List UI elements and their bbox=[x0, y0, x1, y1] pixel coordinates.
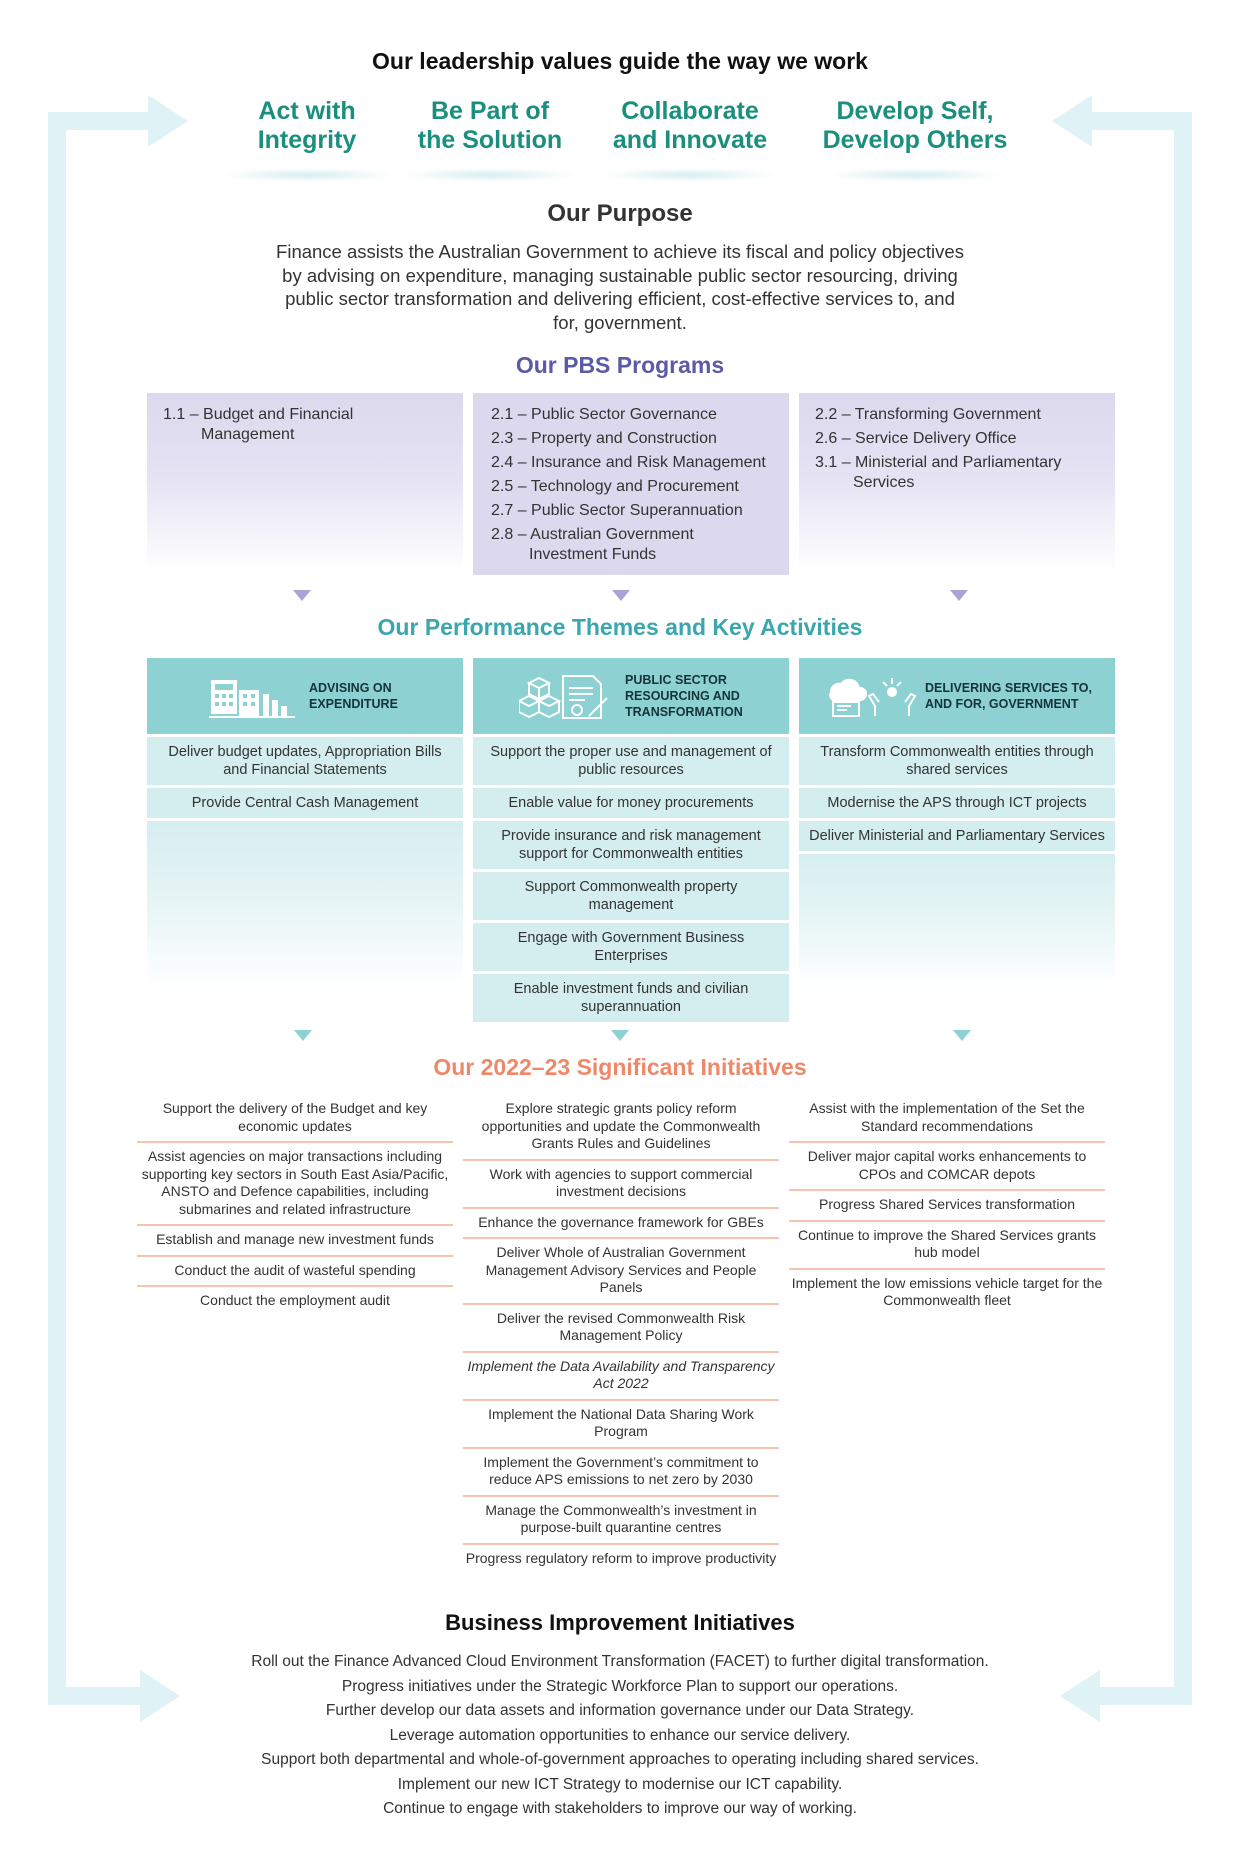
business-improvement-item: Leverage automation opportunities to enhance our service delivery. bbox=[389, 1726, 851, 1744]
activity-filler bbox=[147, 821, 463, 989]
activity-item: Provide Central Cash Management bbox=[147, 788, 463, 818]
business-improvement-item: Continue to engage with stakeholders to improve our way of working. bbox=[383, 1800, 857, 1817]
value-shadow bbox=[400, 168, 580, 182]
initiative-item: Support the delivery of the Budget and key economic updates bbox=[137, 1095, 453, 1143]
business-improvement-title: Business Improvement Initiatives bbox=[445, 1610, 795, 1635]
purpose-text: Finance assists the Australian Government to achieve its fiscal and policy objectives by advising on expenditure, managing sustainable public sector resourcing, driving public sector transformation and delivering efficient, cost-effective services to, and for, government. bbox=[276, 241, 964, 333]
activity-filler bbox=[799, 854, 1115, 986]
activity-item: Deliver Ministerial and Parliamentary Services bbox=[799, 821, 1115, 851]
value-collaborate bbox=[595, 97, 785, 155]
pbs-item: 1.1 – Budget and Financial Management bbox=[163, 406, 354, 443]
themes-title: Our Performance Themes and Key Activities bbox=[377, 614, 863, 640]
pbs-item: 2.1 – Public Sector Governance bbox=[491, 406, 717, 423]
business-improvement-item: Implement our new ICT Strategy to modernise our ICT capability. bbox=[397, 1775, 843, 1793]
frame-left-line bbox=[48, 112, 66, 1705]
pbs-item: 3.1 – Ministerial and Parliamentary Services bbox=[815, 454, 1062, 491]
theme-heading: ADVISING ON EXPENDITURE bbox=[309, 681, 398, 711]
down-arrow-icon bbox=[293, 590, 311, 601]
calculator-chart-icon bbox=[209, 676, 295, 718]
pbs-title: Our PBS Programs bbox=[515, 352, 725, 378]
value-line1: Develop Self, bbox=[836, 97, 994, 125]
pbs-item: 2.4 – Insurance and Risk Management bbox=[491, 454, 766, 471]
initiative-item: Progress Shared Services transformation bbox=[789, 1191, 1105, 1222]
pbs-item: 2.6 – Service Delivery Office bbox=[815, 430, 1017, 447]
initiative-item: Assist agencies on major transactions including supporting key sectors in South East Asia/Pacific, ANSTO and Defence capabilities, including submarines and related infrastructure bbox=[137, 1143, 453, 1226]
initiative-item: Deliver major capital works enhancements to CPOs and COMCAR depots bbox=[789, 1143, 1105, 1191]
initiative-item: Deliver the revised Commonwealth Risk Management Policy bbox=[463, 1305, 779, 1353]
activity-item: Enable value for money procurements bbox=[473, 788, 789, 818]
pbs-item: 2.2 – Transforming Government bbox=[815, 406, 1041, 423]
value-integrity bbox=[212, 97, 402, 155]
activity-item: Modernise the APS through ICT projects bbox=[799, 788, 1115, 818]
theme-heading: PUBLIC SECTOR RESOURCING AND TRANSFORMATION bbox=[625, 673, 743, 719]
initiative-item: Manage the Commonwealth’s investment in purpose-built quarantine centres bbox=[463, 1497, 779, 1545]
initiative-item: Conduct the audit of wasteful spending bbox=[137, 1257, 453, 1288]
pbs-column-1 bbox=[147, 393, 463, 573]
initiative-item: Deliver Whole of Australian Government Management Advisory Services and People Panels bbox=[463, 1239, 779, 1305]
arrow-left-top-right-icon bbox=[1052, 95, 1092, 147]
initiative-item: Enhance the governance framework for GBEs bbox=[463, 1209, 779, 1240]
theme-header bbox=[473, 658, 789, 734]
initiatives-column-2 bbox=[463, 1095, 779, 1573]
activity-item: Support the proper use and management of public resources bbox=[473, 737, 789, 785]
activity-item: Provide insurance and risk management support for Commonwealth entities bbox=[473, 821, 789, 869]
initiative-item: Work with agencies to support commercial investment decisions bbox=[463, 1161, 779, 1209]
initiatives-column-3 bbox=[789, 1095, 1105, 1316]
arrow-right-top-left-icon bbox=[148, 95, 188, 147]
initiative-item: Establish and manage new investment funds bbox=[137, 1226, 453, 1257]
initiative-item: Assist with the implementation of the Set the Standard recommendations bbox=[789, 1095, 1105, 1143]
initiative-item: Conduct the employment audit bbox=[200, 1292, 390, 1308]
value-solution bbox=[395, 97, 585, 155]
initiative-item: Implement the Government’s commitment to reduce APS emissions to net zero by 2030 bbox=[463, 1449, 779, 1497]
initiatives-column-1 bbox=[137, 1095, 453, 1316]
value-shadow bbox=[825, 168, 1005, 182]
value-shadow bbox=[600, 168, 780, 182]
theme-column-2 bbox=[473, 658, 789, 1022]
pbs-item: 2.8 – Australian Government Investment Funds bbox=[491, 526, 694, 563]
down-arrow-icon bbox=[612, 590, 630, 601]
cloud-hands-icon bbox=[825, 674, 919, 720]
value-develop bbox=[800, 97, 1030, 155]
pbs-column-2 bbox=[473, 393, 789, 575]
frame-right-line bbox=[1174, 112, 1192, 1705]
theme-column-1 bbox=[147, 658, 463, 989]
business-improvement-item: Progress initiatives under the Strategic Workforce Plan to support our operations. bbox=[341, 1677, 899, 1695]
business-improvement-item: Further develop our data assets and information governance under our Data Strategy. bbox=[325, 1702, 915, 1719]
initiative-item: Implement the low emissions vehicle target for the Commonwealth fleet bbox=[791, 1274, 1103, 1308]
activity-item: Transform Commonwealth entities through shared services bbox=[799, 737, 1115, 785]
value-shadow bbox=[218, 168, 398, 182]
theme-heading: DELIVERING SERVICES TO, AND FOR, GOVERNMENT bbox=[925, 681, 1092, 711]
value-line2: the Solution bbox=[417, 126, 563, 154]
initiative-item: Implement the Data Availability and Transparency Act 2022 bbox=[463, 1353, 779, 1401]
cubes-document-icon bbox=[519, 672, 611, 722]
business-improvement-list bbox=[170, 1650, 1070, 1822]
activity-item: Enable investment funds and civilian superannuation bbox=[473, 974, 789, 1022]
value-line2: Develop Others bbox=[822, 126, 1008, 154]
down-arrow-icon bbox=[950, 590, 968, 601]
values-title: Our leadership values guide the way we work bbox=[372, 48, 868, 74]
value-line2: and Innovate bbox=[612, 126, 768, 154]
pbs-item: 2.5 – Technology and Procurement bbox=[491, 478, 739, 495]
business-improvement-item: Roll out the Finance Advanced Cloud Environment Transformation (FACET) to further digital transformation. bbox=[251, 1653, 989, 1670]
business-improvement-item: Support both departmental and whole-of-government approaches to operating including shared services. bbox=[261, 1751, 979, 1768]
activity-item: Support Commonwealth property management bbox=[473, 872, 789, 920]
initiative-item: Continue to improve the Shared Services grants hub model bbox=[789, 1222, 1105, 1270]
value-line1: Collaborate bbox=[621, 97, 759, 125]
down-arrow-icon bbox=[611, 1030, 629, 1041]
pbs-item: 2.7 – Public Sector Superannuation bbox=[491, 502, 743, 519]
activity-item: Deliver budget updates, Appropriation Bills and Financial Statements bbox=[147, 737, 463, 785]
purpose-title: Our Purpose bbox=[547, 200, 693, 227]
activity-item: Engage with Government Business Enterprises bbox=[473, 923, 789, 971]
initiatives-title: Our 2022–23 Significant Initiatives bbox=[433, 1054, 807, 1080]
initiative-item: Explore strategic grants policy reform opportunities and update the Commonwealth Grants Rules and Guidelines bbox=[463, 1095, 779, 1161]
initiative-item: Progress regulatory reform to improve productivity bbox=[465, 1549, 777, 1566]
theme-header bbox=[147, 658, 463, 734]
theme-column-3 bbox=[799, 658, 1115, 986]
pbs-column-3 bbox=[799, 393, 1115, 573]
value-line1: Act with bbox=[258, 97, 356, 125]
value-line1: Be Part of bbox=[430, 97, 550, 125]
pbs-item: 2.3 – Property and Construction bbox=[491, 430, 717, 447]
value-line2: Integrity bbox=[257, 126, 357, 154]
down-arrow-icon bbox=[953, 1030, 971, 1041]
initiative-item: Implement the National Data Sharing Work Program bbox=[463, 1401, 779, 1449]
theme-header bbox=[799, 658, 1115, 734]
down-arrow-icon bbox=[294, 1030, 312, 1041]
